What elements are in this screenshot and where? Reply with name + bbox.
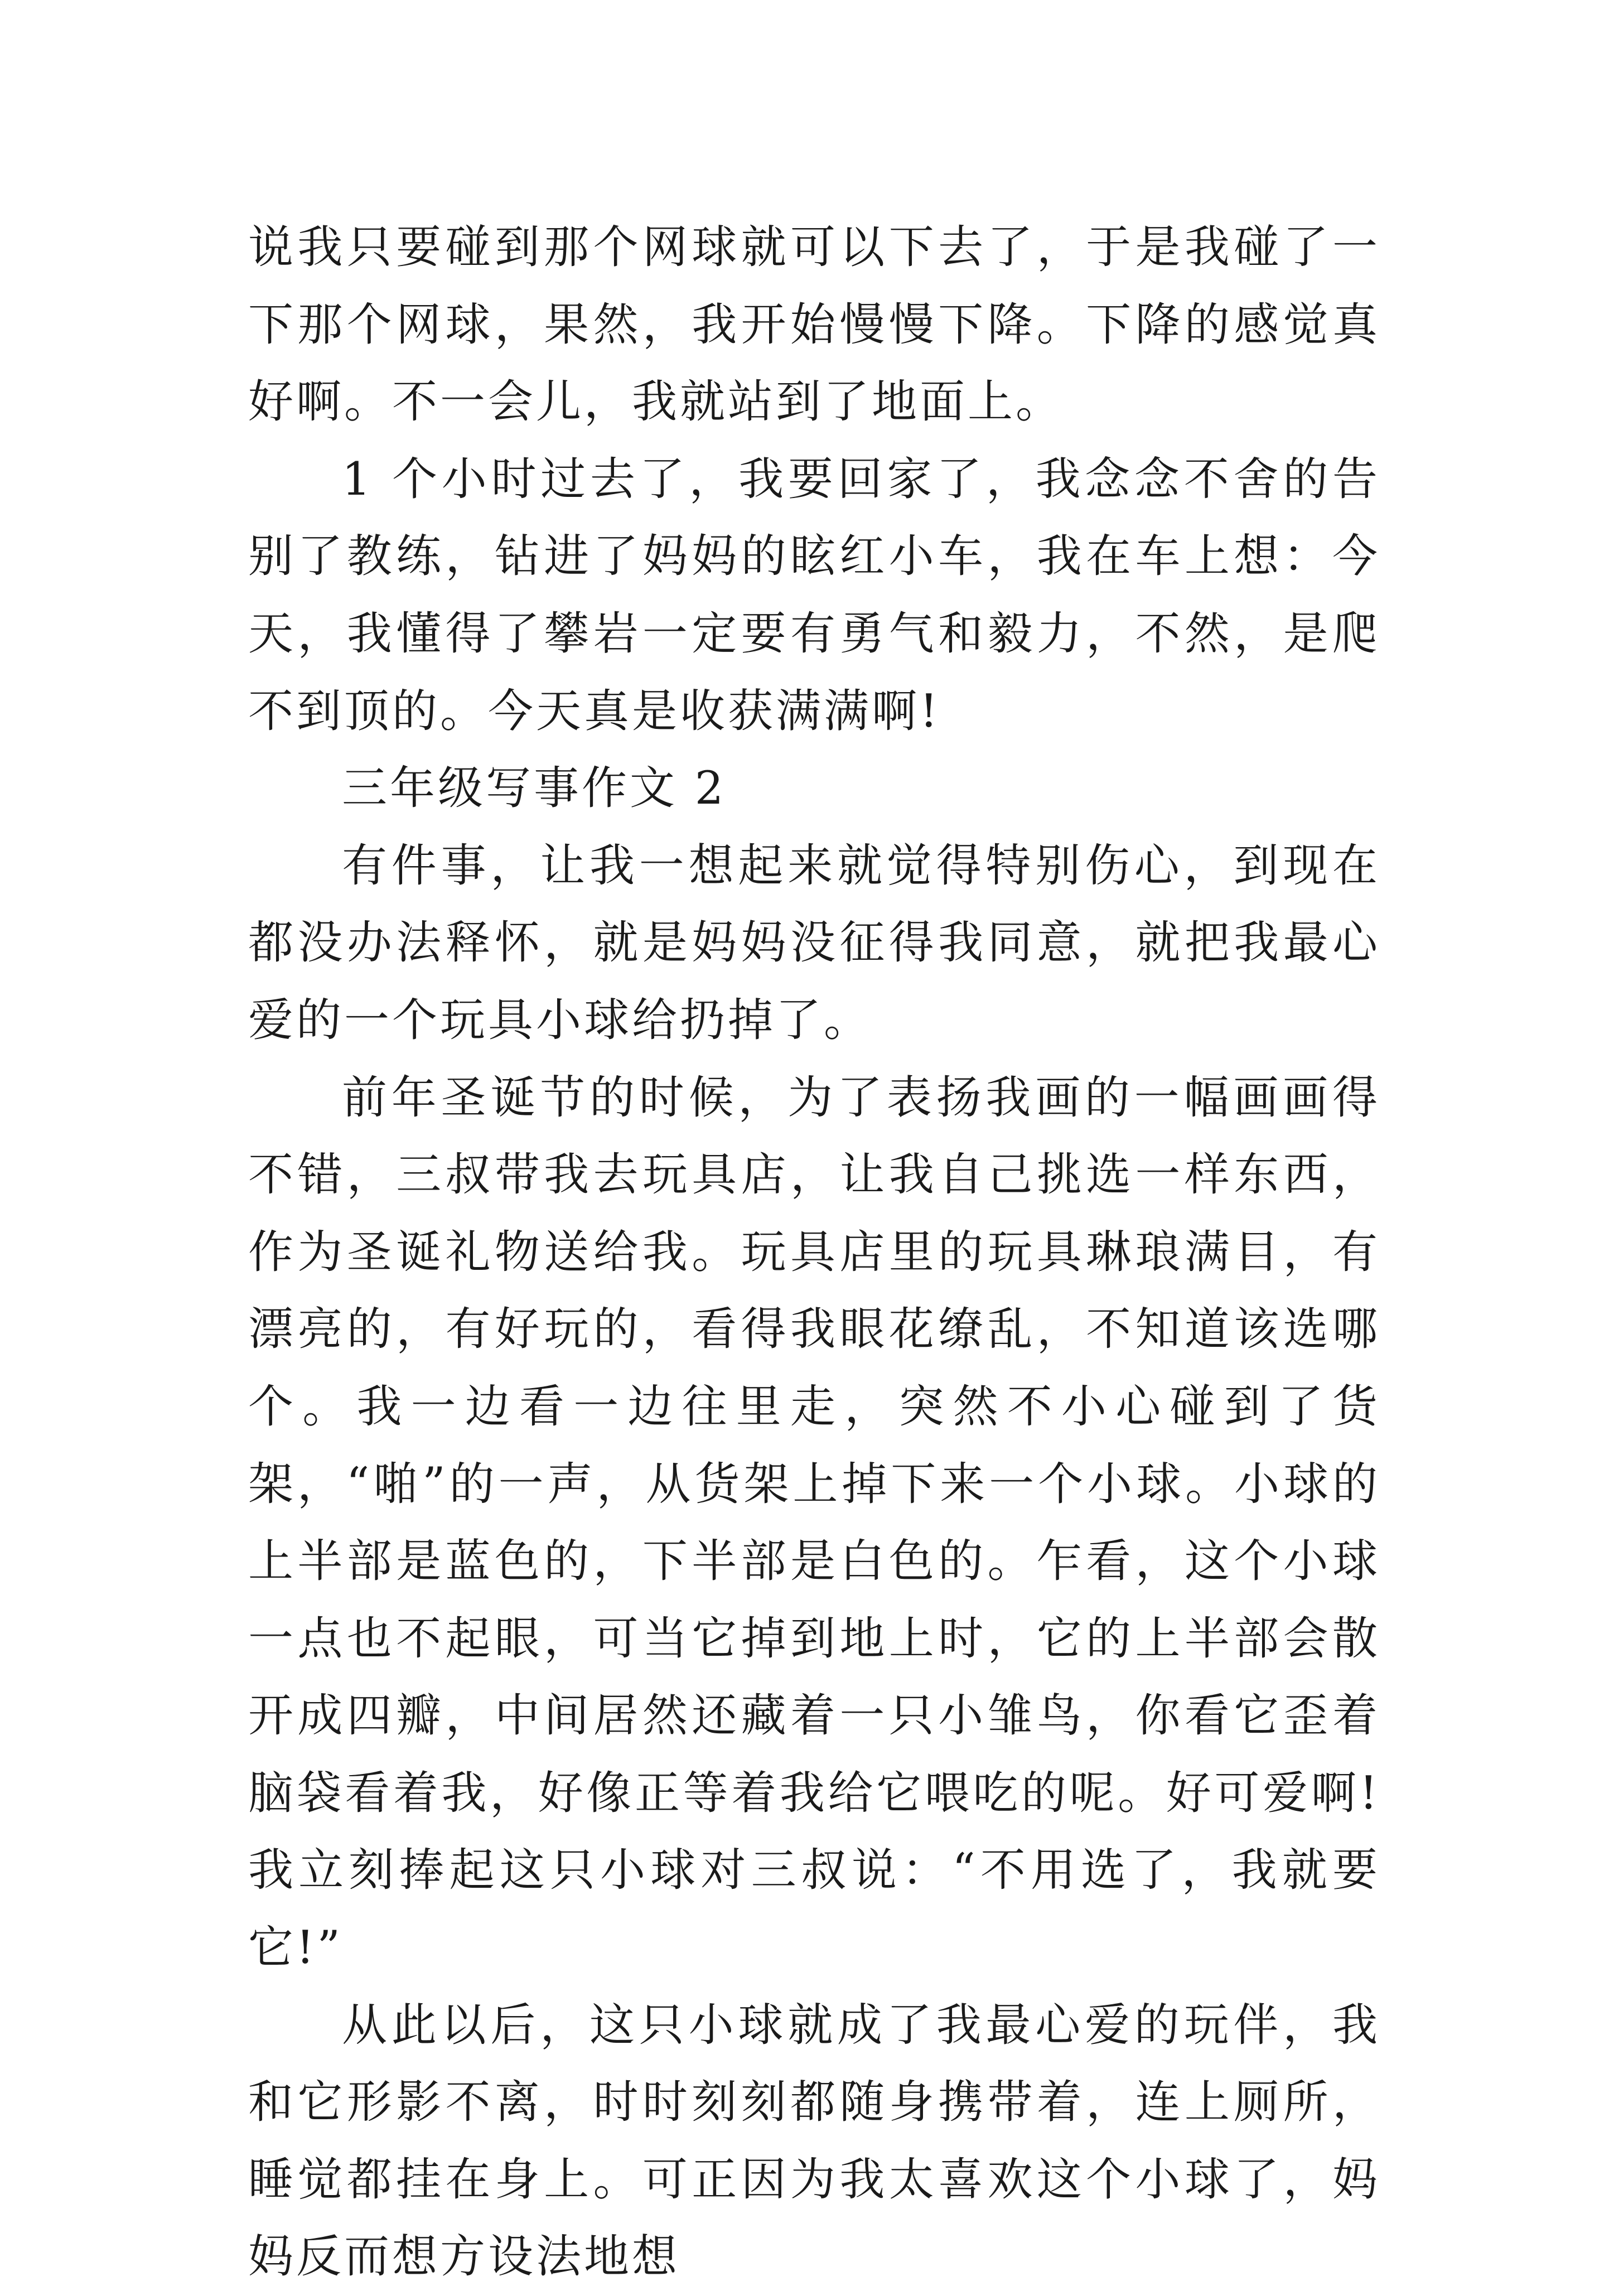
paragraph: 前年圣诞节的时候，为了表扬我画的一幅画画得不错，三叔带我去玩具店，让我自己挑选一样东西，作为圣诞礼物送给我。玩具店里的玩具琳琅满目，有漂亮的，有好玩的，看得我眼花缭乱，不知道该选哪个。我一边看一边往里走，突然不小心碰到了货架，“啪”的一声，从货架上掉下来一个小球。小球的上半部是蓝色的，下半部是白色的。乍看，这个小球一点也不起眼，可当它掉到地上时，它的上半部会散开成四瓣，中间居然还藏着一只小雏鸟，你看它歪着脑袋看着我，好像正等着我给它喂吃的呢。好可爱啊!我立刻捧起这只小球对三叔说：“不用选了，我就要它!” bbox=[248, 1071, 1380, 1975]
paragraph-continuation: 说我只要碰到那个网球就可以下去了，于是我碰了一下那个网球，果然，我开始慢慢下降。下降的感觉真好啊。不一会儿，我就站到了地面上。 bbox=[248, 221, 1380, 429]
paragraph: 有件事，让我一想起来就觉得特别伤心，到现在都没办法释怀，就是妈妈没征得我同意，就把我最心爱的一个玩具小球给扔掉了。 bbox=[248, 839, 1380, 1047]
paragraph: 1 个小时过去了，我要回家了，我念念不舍的告别了教练，钻进了妈妈的眩红小车，我在车上想：今天，我懂得了攀岩一定要有勇气和毅力，不然，是爬不到顶的。今天真是收获满满啊! bbox=[248, 453, 1380, 738]
paragraph: 从此以后，这只小球就成了我最心爱的玩伴，我和它形影不离，时时刻刻都随身携带着，连上厕所，睡觉都挂在身上。可正因为我太喜欢这个小球了，妈妈反而想方设法地想 bbox=[248, 1999, 1380, 2284]
essay-title: 三年级写事作文 2 bbox=[342, 762, 727, 815]
essay-body bbox=[248, 209, 1380, 2296]
